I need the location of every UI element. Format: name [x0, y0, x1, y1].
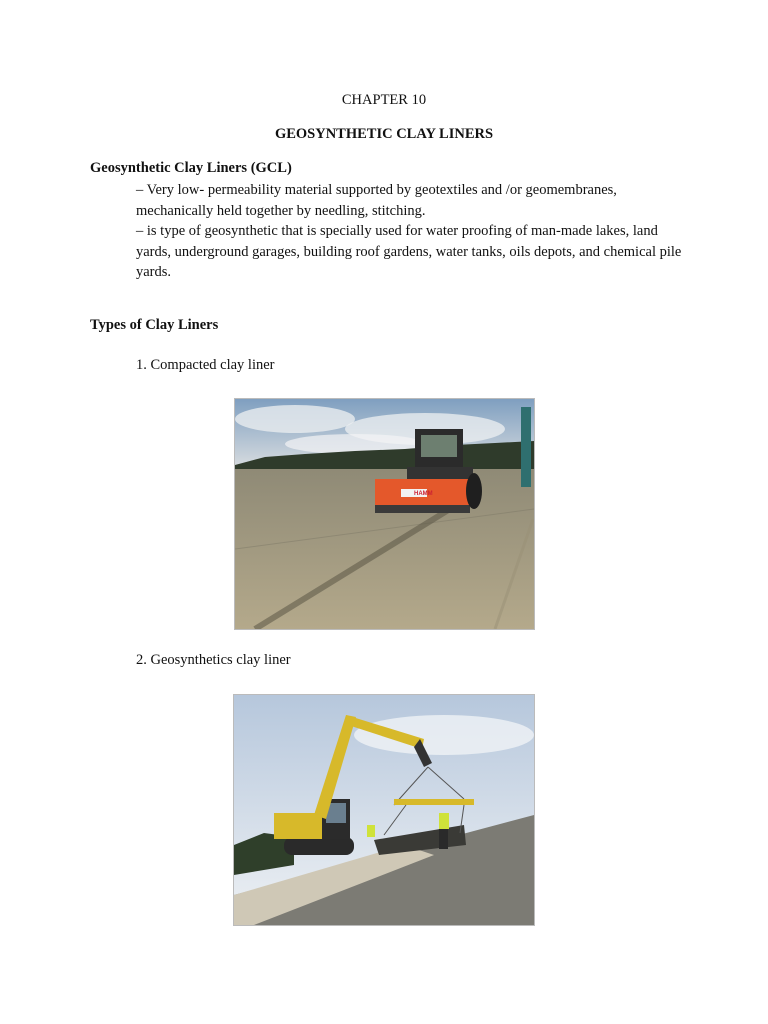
gcl-definition-paragraph [136, 180, 696, 283]
list-item-compacted: 1. Compacted clay liner [136, 357, 275, 373]
compacted-clay-liner-photo [234, 398, 535, 630]
geosynthetic-clay-liner-photo [233, 694, 535, 926]
section-heading-gcl: Geosynthetic Clay Liners (GCL) [90, 160, 292, 176]
gcl-bullet-2: – is type of geosynthetic that is specially used for water proofing of man-made lakes, land yards, underground garages, building roof gardens, water tanks, oils depots, and chemical pile yards. [136, 223, 682, 280]
list-item-geosynthetic: 2. Geosynthetics clay liner [136, 652, 291, 668]
section-heading-types: Types of Clay Liners [90, 317, 219, 333]
roller-brand-text: HAMM [414, 491, 433, 497]
chapter-title: GEOSYNTHETIC CLAY LINERS [274, 126, 494, 142]
gcl-bullet-1: – Very low- permeability material supported by geotextiles and /or geomembranes, mechanically held together by needling, stitching. [136, 182, 617, 219]
chapter-label: CHAPTER 10 [341, 92, 427, 108]
